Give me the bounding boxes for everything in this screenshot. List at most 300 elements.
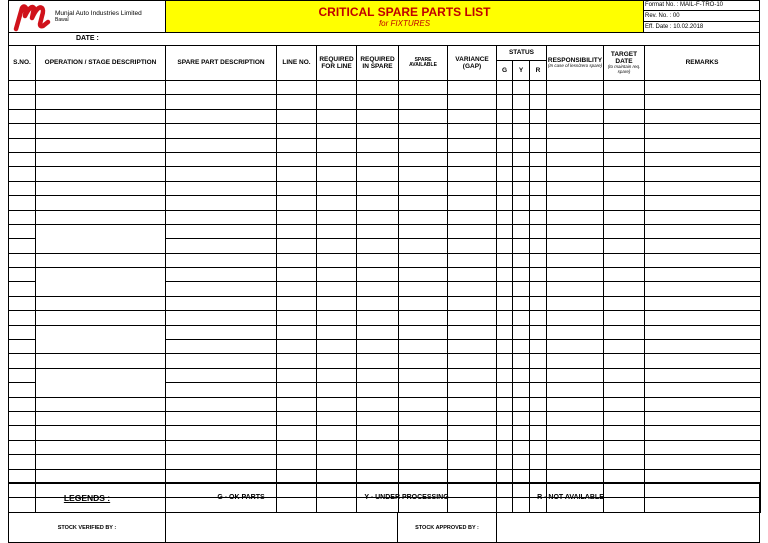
grid-cell[interactable] <box>9 81 36 95</box>
grid-cell[interactable] <box>547 440 604 454</box>
grid-cell[interactable] <box>530 411 547 425</box>
grid-cell[interactable] <box>547 152 604 166</box>
grid-cell[interactable] <box>317 210 357 224</box>
grid-cell[interactable] <box>399 152 448 166</box>
grid-cell[interactable] <box>399 426 448 440</box>
grid-cell[interactable] <box>166 81 277 95</box>
grid-cell[interactable] <box>9 383 36 397</box>
grid-cell[interactable] <box>604 296 645 310</box>
grid-cell[interactable] <box>357 383 399 397</box>
grid-cell[interactable] <box>645 383 761 397</box>
grid-cell[interactable] <box>317 81 357 95</box>
grid-cell[interactable] <box>166 210 277 224</box>
grid-cell[interactable] <box>604 383 645 397</box>
grid-cell[interactable] <box>357 368 399 382</box>
grid-cell[interactable] <box>166 340 277 354</box>
grid-cell[interactable] <box>357 109 399 123</box>
grid-cell[interactable] <box>36 181 166 195</box>
grid-cell[interactable] <box>645 411 761 425</box>
grid-cell[interactable] <box>317 109 357 123</box>
grid-cell[interactable] <box>547 224 604 238</box>
grid-cell[interactable] <box>604 224 645 238</box>
grid-cell[interactable] <box>604 311 645 325</box>
grid-cell[interactable] <box>399 167 448 181</box>
grid-cell[interactable] <box>513 296 530 310</box>
grid-cell[interactable] <box>357 440 399 454</box>
grid-cell[interactable] <box>547 138 604 152</box>
grid-cell[interactable] <box>604 340 645 354</box>
grid-cell[interactable] <box>547 81 604 95</box>
grid-cell[interactable] <box>36 325 166 354</box>
grid-cell[interactable] <box>604 181 645 195</box>
grid-cell[interactable] <box>9 124 36 138</box>
grid-cell[interactable] <box>166 239 277 253</box>
grid-cell[interactable] <box>530 383 547 397</box>
grid-cell[interactable] <box>277 181 317 195</box>
stock-verified-field[interactable] <box>165 512 398 543</box>
grid-cell[interactable] <box>513 411 530 425</box>
grid-cell[interactable] <box>317 124 357 138</box>
grid-cell[interactable] <box>547 196 604 210</box>
grid-cell[interactable] <box>357 311 399 325</box>
grid-cell[interactable] <box>166 426 277 440</box>
grid-cell[interactable] <box>357 196 399 210</box>
grid-cell[interactable] <box>530 95 547 109</box>
grid-cell[interactable] <box>166 311 277 325</box>
grid-cell[interactable] <box>166 109 277 123</box>
grid-cell[interactable] <box>277 152 317 166</box>
grid-cell[interactable] <box>36 109 166 123</box>
grid-cell[interactable] <box>277 282 317 296</box>
grid-cell[interactable] <box>497 383 513 397</box>
grid-cell[interactable] <box>9 253 36 267</box>
grid-cell[interactable] <box>448 397 497 411</box>
grid-cell[interactable] <box>166 411 277 425</box>
grid-cell[interactable] <box>277 81 317 95</box>
grid-cell[interactable] <box>9 325 36 339</box>
grid-cell[interactable] <box>497 224 513 238</box>
grid-cell[interactable] <box>530 455 547 469</box>
grid-cell[interactable] <box>448 196 497 210</box>
grid-cell[interactable] <box>530 224 547 238</box>
grid-cell[interactable] <box>399 296 448 310</box>
grid-cell[interactable] <box>513 253 530 267</box>
grid-cell[interactable] <box>357 210 399 224</box>
grid-cell[interactable] <box>513 440 530 454</box>
grid-cell[interactable] <box>166 268 277 282</box>
grid-cell[interactable] <box>399 311 448 325</box>
grid-cell[interactable] <box>448 325 497 339</box>
grid-cell[interactable] <box>645 268 761 282</box>
grid-cell[interactable] <box>166 124 277 138</box>
grid-cell[interactable] <box>277 340 317 354</box>
grid-cell[interactable] <box>166 138 277 152</box>
grid-cell[interactable] <box>317 239 357 253</box>
grid-cell[interactable] <box>604 368 645 382</box>
grid-cell[interactable] <box>448 210 497 224</box>
grid-cell[interactable] <box>530 81 547 95</box>
grid-cell[interactable] <box>497 268 513 282</box>
grid-cell[interactable] <box>645 210 761 224</box>
grid-cell[interactable] <box>645 340 761 354</box>
grid-cell[interactable] <box>604 325 645 339</box>
grid-cell[interactable] <box>513 340 530 354</box>
grid-cell[interactable] <box>277 354 317 368</box>
grid-cell[interactable] <box>317 138 357 152</box>
grid-cell[interactable] <box>547 210 604 224</box>
grid-cell[interactable] <box>317 440 357 454</box>
grid-cell[interactable] <box>547 340 604 354</box>
grid-cell[interactable] <box>530 268 547 282</box>
grid-cell[interactable] <box>530 340 547 354</box>
grid-cell[interactable] <box>547 268 604 282</box>
grid-cell[interactable] <box>448 383 497 397</box>
grid-cell[interactable] <box>399 196 448 210</box>
grid-cell[interactable] <box>448 239 497 253</box>
grid-cell[interactable] <box>277 368 317 382</box>
grid-cell[interactable] <box>36 455 166 469</box>
grid-cell[interactable] <box>317 296 357 310</box>
grid-cell[interactable] <box>604 152 645 166</box>
grid-cell[interactable] <box>513 455 530 469</box>
grid-cell[interactable] <box>317 196 357 210</box>
grid-cell[interactable] <box>166 325 277 339</box>
grid-cell[interactable] <box>547 368 604 382</box>
grid-cell[interactable] <box>399 138 448 152</box>
grid-cell[interactable] <box>317 340 357 354</box>
grid-cell[interactable] <box>317 311 357 325</box>
grid-cell[interactable] <box>645 138 761 152</box>
grid-cell[interactable] <box>357 124 399 138</box>
grid-cell[interactable] <box>36 411 166 425</box>
grid-cell[interactable] <box>513 152 530 166</box>
grid-cell[interactable] <box>277 296 317 310</box>
grid-cell[interactable] <box>277 440 317 454</box>
grid-cell[interactable] <box>645 224 761 238</box>
grid-cell[interactable] <box>547 109 604 123</box>
grid-cell[interactable] <box>277 268 317 282</box>
grid-cell[interactable] <box>448 181 497 195</box>
grid-cell[interactable] <box>357 455 399 469</box>
grid-cell[interactable] <box>497 109 513 123</box>
grid-cell[interactable] <box>530 282 547 296</box>
grid-cell[interactable] <box>530 196 547 210</box>
grid-cell[interactable] <box>604 239 645 253</box>
grid-cell[interactable] <box>547 239 604 253</box>
grid-cell[interactable] <box>317 368 357 382</box>
grid-cell[interactable] <box>645 167 761 181</box>
grid-cell[interactable] <box>9 426 36 440</box>
grid-cell[interactable] <box>9 440 36 454</box>
grid-cell[interactable] <box>9 296 36 310</box>
grid-cell[interactable] <box>513 397 530 411</box>
grid-cell[interactable] <box>547 383 604 397</box>
grid-cell[interactable] <box>513 124 530 138</box>
grid-cell[interactable] <box>513 210 530 224</box>
grid-cell[interactable] <box>497 95 513 109</box>
grid-cell[interactable] <box>448 253 497 267</box>
grid-cell[interactable] <box>645 95 761 109</box>
grid-cell[interactable] <box>448 354 497 368</box>
grid-cell[interactable] <box>277 196 317 210</box>
grid-cell[interactable] <box>317 426 357 440</box>
grid-cell[interactable] <box>604 455 645 469</box>
grid-cell[interactable] <box>497 311 513 325</box>
grid-cell[interactable] <box>399 124 448 138</box>
grid-cell[interactable] <box>513 81 530 95</box>
grid-cell[interactable] <box>513 282 530 296</box>
grid-cell[interactable] <box>604 253 645 267</box>
grid-cell[interactable] <box>530 124 547 138</box>
grid-cell[interactable] <box>604 95 645 109</box>
grid-cell[interactable] <box>497 440 513 454</box>
grid-cell[interactable] <box>497 354 513 368</box>
grid-cell[interactable] <box>357 296 399 310</box>
grid-cell[interactable] <box>166 368 277 382</box>
grid-cell[interactable] <box>36 296 166 310</box>
grid-cell[interactable] <box>317 411 357 425</box>
grid-cell[interactable] <box>448 440 497 454</box>
grid-cell[interactable] <box>399 181 448 195</box>
grid-cell[interactable] <box>9 210 36 224</box>
grid-cell[interactable] <box>530 311 547 325</box>
grid-cell[interactable] <box>604 210 645 224</box>
grid-cell[interactable] <box>448 124 497 138</box>
grid-cell[interactable] <box>547 325 604 339</box>
grid-cell[interactable] <box>357 282 399 296</box>
grid-cell[interactable] <box>530 210 547 224</box>
grid-cell[interactable] <box>513 181 530 195</box>
grid-cell[interactable] <box>166 296 277 310</box>
grid-cell[interactable] <box>448 368 497 382</box>
grid-cell[interactable] <box>497 426 513 440</box>
grid-cell[interactable] <box>277 397 317 411</box>
grid-cell[interactable] <box>399 411 448 425</box>
grid-cell[interactable] <box>9 268 36 282</box>
grid-cell[interactable] <box>277 411 317 425</box>
grid-cell[interactable] <box>448 152 497 166</box>
grid-cell[interactable] <box>645 109 761 123</box>
grid-cell[interactable] <box>547 455 604 469</box>
grid-cell[interactable] <box>399 109 448 123</box>
grid-cell[interactable] <box>357 167 399 181</box>
grid-cell[interactable] <box>166 95 277 109</box>
grid-cell[interactable] <box>448 296 497 310</box>
grid-cell[interactable] <box>317 181 357 195</box>
grid-cell[interactable] <box>497 210 513 224</box>
grid-cell[interactable] <box>9 109 36 123</box>
grid-cell[interactable] <box>497 81 513 95</box>
grid-cell[interactable] <box>497 181 513 195</box>
grid-cell[interactable] <box>513 325 530 339</box>
grid-cell[interactable] <box>645 81 761 95</box>
grid-cell[interactable] <box>317 224 357 238</box>
grid-cell[interactable] <box>36 81 166 95</box>
grid-cell[interactable] <box>547 296 604 310</box>
grid-cell[interactable] <box>357 354 399 368</box>
grid-cell[interactable] <box>9 152 36 166</box>
grid-cell[interactable] <box>9 138 36 152</box>
grid-cell[interactable] <box>547 181 604 195</box>
grid-cell[interactable] <box>36 440 166 454</box>
grid-cell[interactable] <box>448 282 497 296</box>
grid-cell[interactable] <box>399 325 448 339</box>
grid-cell[interactable] <box>513 109 530 123</box>
grid-cell[interactable] <box>645 311 761 325</box>
stock-approved-field[interactable] <box>496 512 760 543</box>
grid-cell[interactable] <box>448 340 497 354</box>
grid-cell[interactable] <box>547 311 604 325</box>
grid-cell[interactable] <box>399 268 448 282</box>
grid-cell[interactable] <box>317 268 357 282</box>
grid-cell[interactable] <box>645 282 761 296</box>
grid-cell[interactable] <box>530 181 547 195</box>
grid-cell[interactable] <box>36 354 166 368</box>
grid-cell[interactable] <box>530 109 547 123</box>
grid-cell[interactable] <box>645 152 761 166</box>
grid-cell[interactable] <box>9 340 36 354</box>
grid-cell[interactable] <box>497 152 513 166</box>
grid-cell[interactable] <box>645 181 761 195</box>
grid-cell[interactable] <box>36 224 166 253</box>
grid-cell[interactable] <box>604 411 645 425</box>
grid-cell[interactable] <box>317 397 357 411</box>
grid-cell[interactable] <box>530 296 547 310</box>
grid-cell[interactable] <box>277 253 317 267</box>
grid-cell[interactable] <box>399 282 448 296</box>
grid-cell[interactable] <box>604 440 645 454</box>
grid-cell[interactable] <box>513 354 530 368</box>
grid-cell[interactable] <box>357 138 399 152</box>
grid-cell[interactable] <box>9 95 36 109</box>
grid-cell[interactable] <box>497 282 513 296</box>
grid-cell[interactable] <box>317 167 357 181</box>
grid-cell[interactable] <box>513 167 530 181</box>
grid-cell[interactable] <box>448 81 497 95</box>
grid-cell[interactable] <box>530 253 547 267</box>
grid-cell[interactable] <box>497 239 513 253</box>
grid-cell[interactable] <box>399 368 448 382</box>
grid-cell[interactable] <box>36 138 166 152</box>
grid-cell[interactable] <box>399 440 448 454</box>
grid-cell[interactable] <box>166 440 277 454</box>
grid-cell[interactable] <box>645 440 761 454</box>
grid-cell[interactable] <box>36 95 166 109</box>
grid-cell[interactable] <box>36 368 166 397</box>
grid-cell[interactable] <box>357 239 399 253</box>
grid-cell[interactable] <box>547 397 604 411</box>
grid-cell[interactable] <box>497 296 513 310</box>
grid-cell[interactable] <box>166 253 277 267</box>
grid-cell[interactable] <box>645 296 761 310</box>
grid-cell[interactable] <box>9 282 36 296</box>
grid-cell[interactable] <box>166 397 277 411</box>
grid-cell[interactable] <box>36 311 166 325</box>
grid-cell[interactable] <box>547 411 604 425</box>
grid-cell[interactable] <box>399 81 448 95</box>
grid-cell[interactable] <box>547 124 604 138</box>
grid-cell[interactable] <box>547 253 604 267</box>
grid-cell[interactable] <box>317 152 357 166</box>
grid-cell[interactable] <box>547 282 604 296</box>
grid-cell[interactable] <box>604 354 645 368</box>
grid-cell[interactable] <box>497 253 513 267</box>
grid-cell[interactable] <box>399 224 448 238</box>
grid-cell[interactable] <box>9 167 36 181</box>
grid-cell[interactable] <box>166 354 277 368</box>
grid-cell[interactable] <box>448 138 497 152</box>
grid-cell[interactable] <box>166 455 277 469</box>
grid-cell[interactable] <box>513 383 530 397</box>
grid-cell[interactable] <box>645 196 761 210</box>
grid-cell[interactable] <box>645 368 761 382</box>
grid-cell[interactable] <box>645 397 761 411</box>
grid-cell[interactable] <box>497 167 513 181</box>
grid-cell[interactable] <box>399 95 448 109</box>
grid-cell[interactable] <box>9 455 36 469</box>
grid-cell[interactable] <box>277 109 317 123</box>
grid-cell[interactable] <box>497 124 513 138</box>
grid-cell[interactable] <box>9 411 36 425</box>
grid-cell[interactable] <box>36 196 166 210</box>
grid-cell[interactable] <box>399 340 448 354</box>
grid-cell[interactable] <box>9 354 36 368</box>
grid-cell[interactable] <box>357 81 399 95</box>
grid-cell[interactable] <box>9 181 36 195</box>
grid-cell[interactable] <box>166 181 277 195</box>
grid-cell[interactable] <box>513 311 530 325</box>
grid-cell[interactable] <box>530 239 547 253</box>
grid-cell[interactable] <box>448 311 497 325</box>
grid-cell[interactable] <box>317 282 357 296</box>
grid-cell[interactable] <box>448 426 497 440</box>
grid-cell[interactable] <box>497 325 513 339</box>
grid-cell[interactable] <box>317 95 357 109</box>
grid-cell[interactable] <box>9 368 36 382</box>
grid-cell[interactable] <box>530 152 547 166</box>
grid-cell[interactable] <box>645 455 761 469</box>
grid-cell[interactable] <box>357 181 399 195</box>
grid-cell[interactable] <box>36 167 166 181</box>
grid-cell[interactable] <box>317 325 357 339</box>
grid-cell[interactable] <box>530 426 547 440</box>
grid-cell[interactable] <box>645 253 761 267</box>
grid-cell[interactable] <box>399 210 448 224</box>
grid-cell[interactable] <box>448 455 497 469</box>
grid-cell[interactable] <box>497 368 513 382</box>
grid-cell[interactable] <box>497 196 513 210</box>
grid-cell[interactable] <box>399 397 448 411</box>
grid-cell[interactable] <box>166 152 277 166</box>
grid-cell[interactable] <box>277 167 317 181</box>
grid-cell[interactable] <box>645 426 761 440</box>
grid-cell[interactable] <box>9 397 36 411</box>
grid-cell[interactable] <box>547 354 604 368</box>
grid-cell[interactable] <box>645 354 761 368</box>
grid-cell[interactable] <box>448 95 497 109</box>
grid-cell[interactable] <box>357 397 399 411</box>
grid-cell[interactable] <box>357 340 399 354</box>
grid-cell[interactable] <box>645 239 761 253</box>
grid-cell[interactable] <box>357 224 399 238</box>
grid-cell[interactable] <box>36 210 166 224</box>
grid-cell[interactable] <box>277 426 317 440</box>
grid-cell[interactable] <box>399 354 448 368</box>
grid-cell[interactable] <box>497 138 513 152</box>
grid-cell[interactable] <box>513 426 530 440</box>
grid-cell[interactable] <box>277 210 317 224</box>
grid-cell[interactable] <box>36 124 166 138</box>
